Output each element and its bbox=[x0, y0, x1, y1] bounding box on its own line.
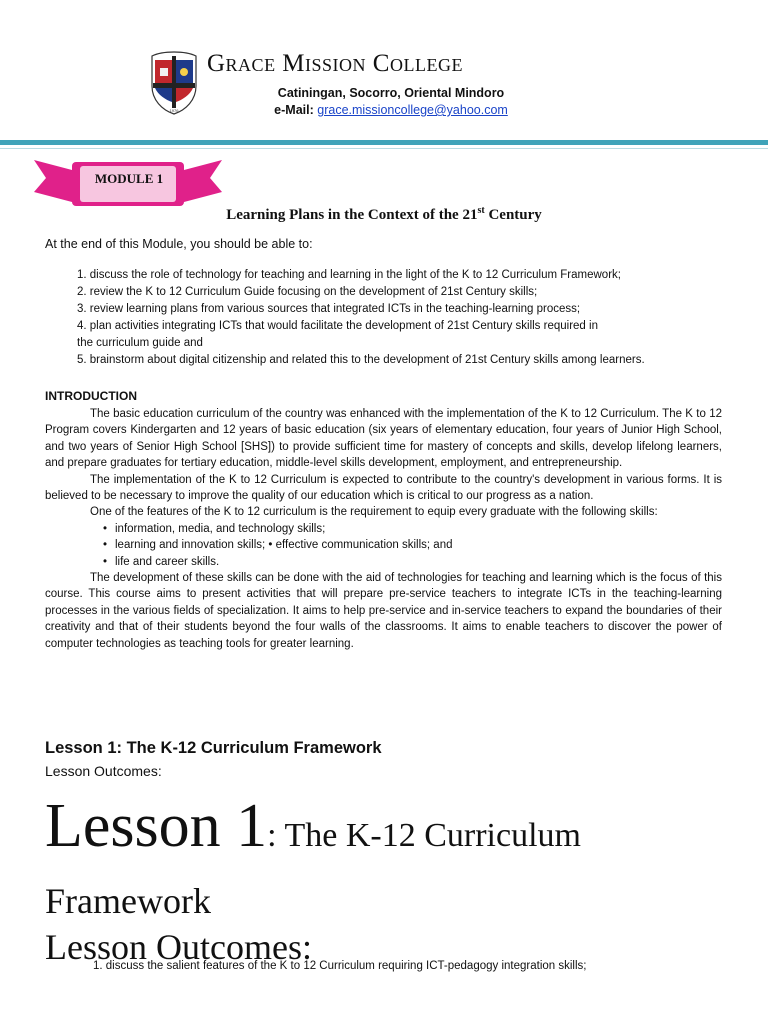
objective-item: 4. plan activities integrating ICTs that would facilitate the development of 21st Century skills required in bbox=[77, 320, 598, 332]
lesson-heading: Lesson 1: The K-12 Curriculum Framework bbox=[45, 739, 382, 757]
skills-list-item: • life and career skills. bbox=[103, 554, 722, 570]
objective-item: 3. review learning plans from various sources that integrated ICTs in the teaching-learning process; bbox=[77, 303, 581, 315]
letterhead bbox=[0, 0, 768, 140]
skills-list-item: • information, media, and technology skills; bbox=[103, 521, 722, 537]
objectives-intro: At the end of this Module, you should be able to: bbox=[45, 237, 313, 251]
lesson-large-title: : The K-12 Curriculum bbox=[267, 817, 581, 854]
lesson-large-title-cont: Framework bbox=[45, 881, 211, 921]
introduction-heading: INTRODUCTION bbox=[45, 389, 137, 403]
college-address: Catiningan, Socorro, Oriental Mindoro bbox=[277, 86, 505, 100]
module-title-main: Learning Plans in the Context of the 21 bbox=[226, 207, 478, 223]
objective-item: 1. discuss the role of technology for teaching and learning in the light of the K to 12 Curriculum Framework; bbox=[77, 269, 621, 281]
objectives-list bbox=[77, 267, 737, 369]
email-label: e-Mail: bbox=[274, 103, 314, 117]
objective-item: the curriculum guide and bbox=[77, 337, 203, 349]
lesson-large-heading bbox=[45, 790, 745, 970]
intro-paragraph: One of the features of the K to 12 curriculum is the requirement to equip every graduate with the following skills: bbox=[90, 506, 658, 519]
intro-paragraph: The implementation of the K to 12 Curriculum is expected to contribute to the country's development in various forms. It is believed to be necessary to improve the quality of our education which is critical to our progress as a nation. bbox=[45, 473, 722, 503]
svg-text:1976: 1976 bbox=[169, 108, 179, 113]
lesson-large-outcomes: Lesson Outcomes: bbox=[45, 927, 312, 967]
objective-item: 2. review the K to 12 Curriculum Guide focusing on the development of 21st Century skills; bbox=[77, 286, 538, 298]
lesson-outcomes-label: Lesson Outcomes: bbox=[45, 763, 162, 779]
header-divider-thin bbox=[0, 148, 768, 149]
skills-list bbox=[45, 521, 722, 570]
email-line bbox=[0, 103, 768, 117]
lesson-large-number: Lesson 1 bbox=[45, 792, 268, 860]
objective-item: 5. brainstorm about digital citizenship and related this to the development of 21st Century skills among learners. bbox=[77, 354, 645, 366]
introduction-body bbox=[45, 406, 722, 652]
module-title-sup: st bbox=[477, 205, 485, 216]
module-label: MODULE 1 bbox=[94, 171, 164, 186]
header-divider bbox=[0, 140, 768, 145]
lesson-outcome-item: 1. discuss the salient features of the K to 12 Curriculum requiring ICT-pedagogy integration skills; bbox=[93, 960, 587, 972]
college-name: Grace Mission College bbox=[207, 50, 463, 77]
module-title-tail: Century bbox=[484, 207, 542, 223]
intro-paragraph: The basic education curriculum of the country was enhanced with the implementation of the K to 12 Curriculum. The K to 12 Program covers Kindergarten and 12 years of basic education (six years of elementary education, four years of Junior High School, and two years of Senior High School [SHS]) to provide sufficient time for mastery of concepts and skills, develop lifelong learners, and prepare graduates for tertiary education, middle-level skills development, employment, and entrepreneurship. bbox=[45, 408, 722, 470]
email-link[interactable]: grace.missioncollege@yahoo.com bbox=[317, 103, 508, 117]
skills-list-item: • learning and innovation skills; • effective communication skills; and bbox=[103, 537, 722, 553]
module-title bbox=[0, 205, 768, 224]
intro-paragraph: The development of these skills can be done with the aid of technologies for teaching and learning which is the focus of this course. This course aims to present activities that will prepare pre-service teachers to integrate ICTs in the teaching-learning processes in the various fields of specialization. It aims to help pre-service and in-service teachers to expand the boundaries of their creativity and that of their students beyond the four walls of the classrooms. It aims to enable teachers to discover the power of computer technologies as teaching tools for greater learning. bbox=[45, 572, 722, 650]
